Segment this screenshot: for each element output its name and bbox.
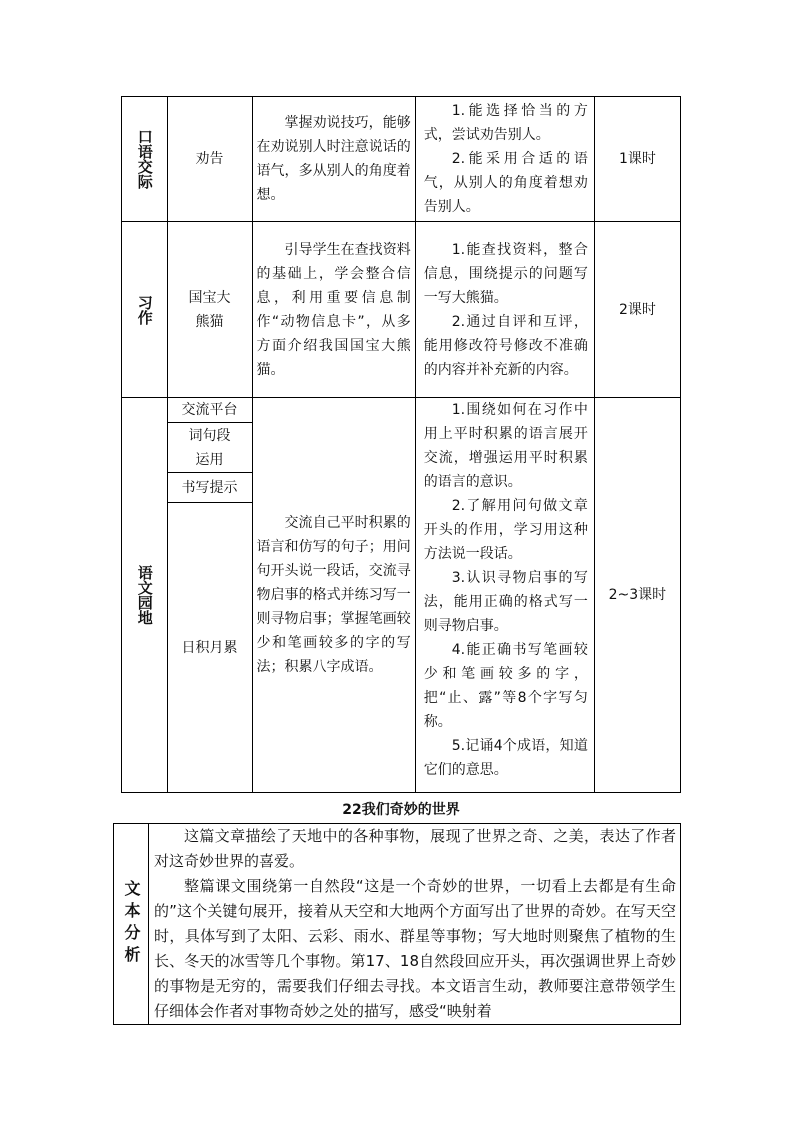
goal-item: 1.围绕如何在习作中用上平时积累的语言展开交流，增强运用平时积累的语言的意识。 [423, 402, 588, 490]
goal-item: 1.能查找资料，整合信息，围绕提示的问题写一写大熊猫。 [423, 241, 588, 306]
goal-item: 2.能采用合适的语气，从别人的角度着想劝告别人。 [423, 151, 588, 215]
analysis-paragraph: 这篇文章描绘了天地中的各种事物，展现了世界之奇、之美，表达了作者对这奇妙世界的喜爱。 [154, 827, 676, 870]
plan-row-garden [122, 398, 681, 423]
goals-cell [415, 97, 594, 222]
category-label: 口语交际 [135, 129, 154, 189]
subtopic-label: 词句段运用 [188, 427, 231, 468]
category-cell [122, 398, 168, 793]
description-cell [252, 222, 415, 398]
hours-cell: 2课时 [594, 222, 680, 398]
goal-item: 1.能选择恰当的方式，尝试劝告别人。 [423, 103, 588, 143]
topic-label: 国宝大熊猫 [188, 289, 231, 330]
hours-cell: 1课时 [594, 97, 680, 222]
hours-cell: 2~3课时 [594, 398, 680, 793]
analysis-row [114, 824, 681, 1025]
category-label: 习作 [135, 294, 154, 325]
goal-item: 3.认识寻物启事的写法，能用正确的格式写一则寻物启事。 [423, 570, 588, 634]
subtopic-cell [167, 423, 252, 473]
analysis-label-cell [114, 824, 149, 1025]
category-cell [122, 97, 168, 222]
description-text: 交流自己平时积累的语言和仿写的句子；用问句开头说一段话，交流寻物启事的格式并练习写一则寻物启事；掌握笔画较少和笔画较多的字的写法；积累八字成语。 [256, 515, 411, 675]
goal-item: 2.了解用问句做文章开头的作用，学习用这种方法说一段话。 [423, 498, 588, 562]
plan-row-oral [122, 97, 681, 222]
analysis-label: 文本分析 [122, 880, 141, 968]
subtopic-cell: 书写提示 [167, 473, 252, 503]
goal-item: 4.能正确书写笔画较少和笔画较多的字，把“止、露”等8个字写匀称。 [423, 642, 588, 730]
goals-cell [415, 398, 594, 793]
topic-cell [167, 222, 252, 398]
description-cell [252, 398, 415, 793]
unit-plan-table [121, 96, 681, 793]
goal-item: 5.记诵4个成语，知道它们的意思。 [423, 738, 588, 778]
description-text: 掌握劝说技巧，能够在劝说别人时注意说话的语气，多从别人的角度着想。 [256, 115, 411, 203]
description-cell [252, 97, 415, 222]
category-cell [122, 222, 168, 398]
description-text: 引导学生在查找资料的基础上，学会整合信息，利用重要信息制作“动物信息卡”，从多方面介绍我国国宝大熊猫。 [256, 241, 411, 378]
category-label: 语文园地 [135, 565, 154, 625]
topic-cell: 劝告 [167, 97, 252, 222]
goals-cell [415, 222, 594, 398]
plan-row-writing [122, 222, 681, 398]
subtopic-cell: 日积月累 [167, 503, 252, 793]
analysis-paragraph: 整篇课文围绕第一自然段“这是一个奇妙的世界，一切看上去都是有生命的”这个关键句展开，接着从天空和大地两个方面写出了世界的奇妙。在写天空时，具体写到了太阳、云彩、雨水、群星等事物；写大地时则聚焦了植物的生长、冬天的冰雪等几个事物。第17、18自然段回应开头，再次强调世界上奇妙的事物是无穷的，需要我们仔细去寻找。本文语言生动，教师要注意带领学生仔细体会作者对事物奇妙之处的描写，感受“映射着 [154, 877, 676, 1020]
lesson-title: 22我们奇妙的世界 [342, 802, 460, 818]
subtopic-cell: 交流平台 [167, 398, 252, 423]
analysis-body-cell [149, 824, 681, 1025]
text-analysis-table [113, 823, 681, 1025]
goal-item: 2.通过自评和互评，能用修改符号修改不准确的内容并补充新的内容。 [423, 313, 588, 378]
